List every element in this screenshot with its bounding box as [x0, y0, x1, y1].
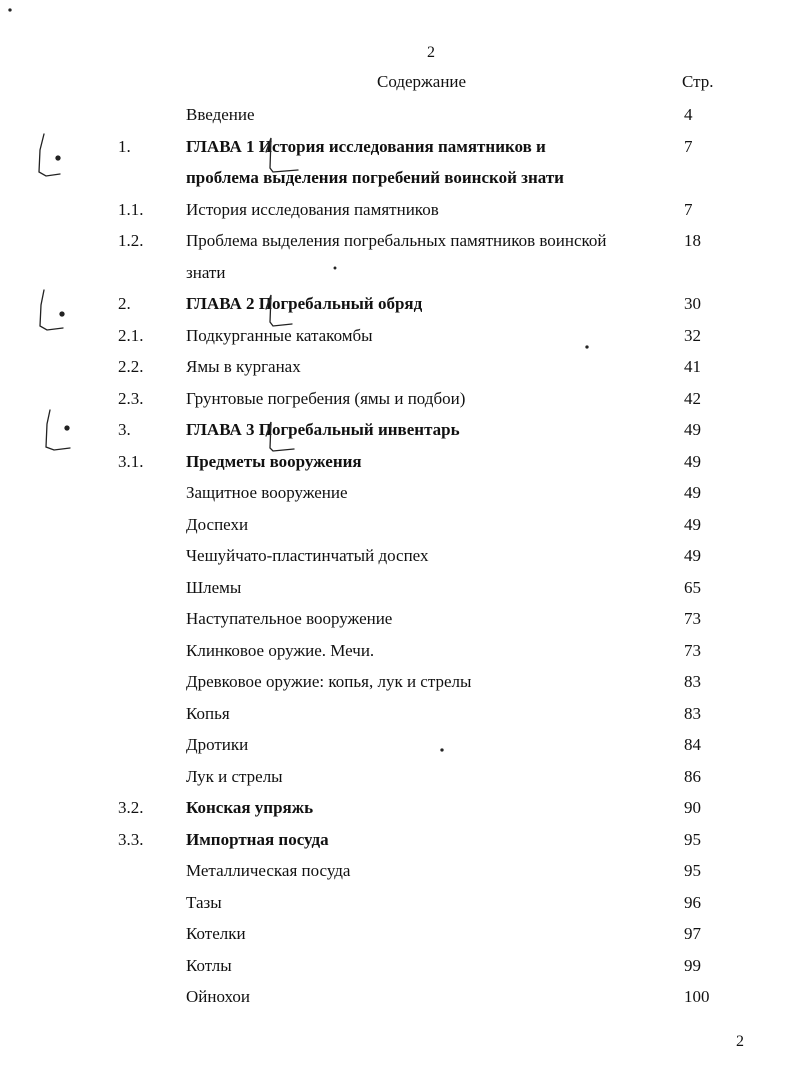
- toc-page-number: 90: [684, 798, 701, 817]
- toc-row: [0, 545, 799, 577]
- toc-entry-title: Шлемы: [186, 577, 242, 597]
- toc-row: [0, 262, 799, 294]
- toc-page-number: 30: [684, 294, 701, 313]
- toc-entry-title: ГЛАВА 1 История исследования памятников и: [186, 136, 546, 156]
- toc-row: [0, 388, 799, 420]
- toc-section-number: 3.1.: [118, 451, 144, 471]
- toc-section-number: 3.3.: [118, 829, 144, 849]
- toc-page-number: 97: [684, 924, 701, 943]
- toc-entry-title: Чешуйчато-пластинчатый доспех: [186, 546, 429, 565]
- table-of-contents: [0, 104, 799, 1018]
- toc-entry-title: Проблема выделения погребальных памятников воинской: [186, 231, 607, 250]
- toc-row: [0, 608, 799, 640]
- toc-page-number: 83: [684, 703, 701, 723]
- toc-page-number: 41: [684, 357, 701, 376]
- toc-entry-title: Конская упряжь: [186, 798, 314, 817]
- toc-row: [0, 860, 799, 892]
- toc-page-number: 73: [684, 609, 701, 628]
- toc-page-number: 7: [684, 136, 693, 156]
- toc-page-number: 32: [684, 325, 701, 345]
- toc-page-number: 7: [684, 199, 693, 219]
- toc-entry-title: Наступательное вооружение: [186, 609, 393, 628]
- toc-row: [0, 293, 799, 325]
- toc-row: [0, 955, 799, 987]
- toc-page-number: 4: [684, 105, 693, 124]
- toc-row: [0, 451, 799, 483]
- toc-row: [0, 514, 799, 546]
- toc-entry-title: Защитное вооружение: [186, 483, 348, 502]
- toc-entry-title: Ойнохои: [186, 987, 250, 1006]
- toc-entry-title: Клинковое оружие. Мечи.: [186, 640, 375, 660]
- toc-row: [0, 671, 799, 703]
- toc-page-number: 73: [684, 640, 701, 660]
- toc-row: [0, 797, 799, 829]
- toc-section-number: 3.2.: [118, 798, 144, 817]
- toc-row: [0, 986, 799, 1018]
- toc-entry-title: Котелки: [186, 924, 246, 943]
- toc-entry-title: Подкурганные катакомбы: [186, 325, 373, 345]
- page-number-bottom: 2: [736, 1033, 744, 1050]
- toc-entry-title: Предметы вооружения: [186, 451, 362, 471]
- toc-section-number: 2.1.: [118, 325, 144, 345]
- contents-heading: [0, 72, 799, 96]
- page-column-label: Стр.: [682, 72, 714, 91]
- toc-page-number: 99: [684, 955, 701, 975]
- toc-section-number: 2.2.: [118, 357, 144, 376]
- toc-entry-title: Дротики: [186, 735, 249, 754]
- toc-entry-title: Введение: [186, 105, 255, 124]
- page-number-top: 2: [427, 44, 435, 61]
- toc-row: [0, 199, 799, 231]
- toc-entry-title: Лук и стрелы: [186, 766, 283, 786]
- toc-section-number: 3.: [118, 420, 131, 439]
- toc-row: [0, 482, 799, 514]
- toc-row: [0, 734, 799, 766]
- toc-entry-title: История исследования памятников: [186, 199, 439, 219]
- toc-row: [0, 923, 799, 955]
- toc-page-number: 42: [684, 388, 701, 408]
- toc-page-number: 18: [684, 231, 701, 250]
- toc-entry-title: проблема выделения погребений воинской знати: [186, 168, 564, 187]
- toc-entry-title: Грунтовые погребения (ямы и подбои): [186, 388, 466, 408]
- toc-row: [0, 167, 799, 199]
- speck-mark: [9, 9, 11, 11]
- toc-page-number: 49: [684, 420, 701, 439]
- toc-section-number: 1.1.: [118, 199, 144, 219]
- toc-row: [0, 136, 799, 168]
- toc-page-number: 83: [684, 672, 701, 691]
- toc-page-number: 100: [684, 987, 710, 1006]
- toc-row: [0, 356, 799, 388]
- toc-page-number: 95: [684, 861, 701, 880]
- contents-title: Содержание: [377, 72, 467, 91]
- toc-row: [0, 766, 799, 798]
- toc-row: [0, 892, 799, 924]
- toc-entry-title: Доспехи: [186, 514, 249, 534]
- toc-page-number: 96: [684, 892, 701, 912]
- toc-section-number: 2.3.: [118, 388, 144, 408]
- toc-page-number: 84: [684, 735, 701, 754]
- toc-page-number: 49: [684, 546, 701, 565]
- toc-row: [0, 419, 799, 451]
- toc-page-number: 49: [684, 483, 701, 502]
- toc-page-number: 49: [684, 514, 701, 534]
- toc-section-number: 2.: [118, 294, 131, 313]
- toc-page-number: 95: [684, 829, 701, 849]
- toc-row: [0, 577, 799, 609]
- toc-entry-title: Металлическая посуда: [186, 861, 351, 880]
- toc-page-number: 86: [684, 766, 701, 786]
- toc-row: [0, 230, 799, 262]
- toc-section-number: 1.2.: [118, 231, 144, 250]
- toc-section-number: 1.: [118, 136, 131, 156]
- toc-row: [0, 703, 799, 735]
- toc-entry-title: Ямы в курганах: [186, 357, 301, 376]
- toc-page-number: 49: [684, 451, 701, 471]
- toc-row: [0, 640, 799, 672]
- toc-entry-title: Древковое оружие: копья, лук и стрелы: [186, 672, 472, 691]
- toc-entry-title: Копья: [186, 703, 230, 723]
- toc-row: [0, 829, 799, 861]
- toc-entry-title: Тазы: [186, 892, 222, 912]
- toc-row: [0, 104, 799, 136]
- toc-row: [0, 325, 799, 357]
- toc-entry-title: Котлы: [186, 955, 232, 975]
- toc-entry-title: ГЛАВА 2 Погребальный обряд: [186, 294, 423, 313]
- toc-entry-title: ГЛАВА 3 Погребальный инвентарь: [186, 420, 460, 439]
- toc-page-number: 65: [684, 577, 701, 597]
- toc-entry-title: Импортная посуда: [186, 829, 329, 849]
- toc-entry-title: знати: [186, 262, 226, 282]
